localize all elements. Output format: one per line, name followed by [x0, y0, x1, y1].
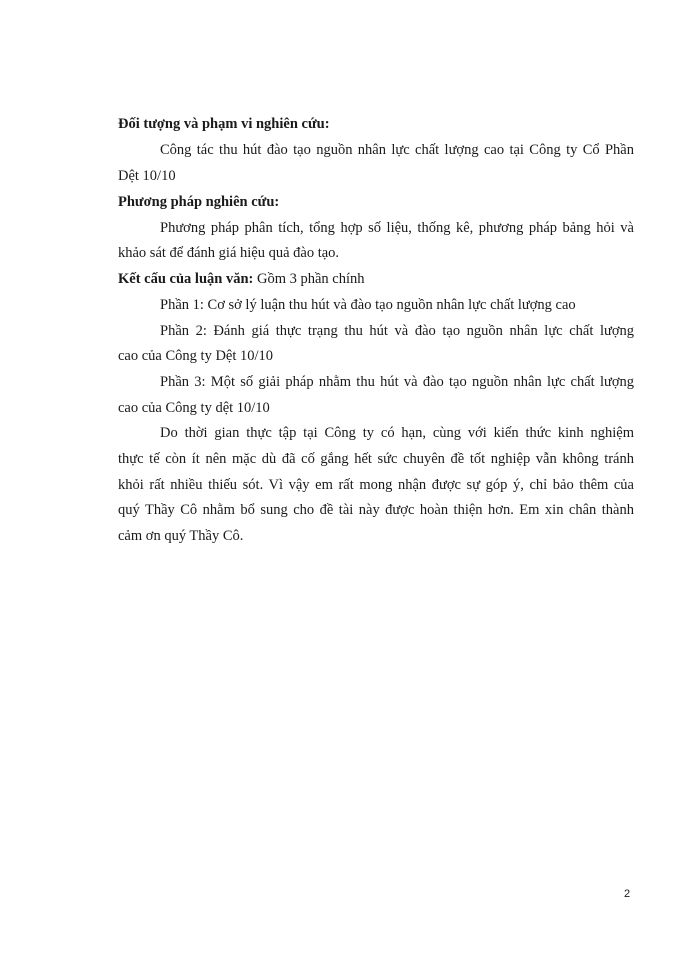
section-methods-line-1: Phương pháp phân tích, tổng hợp số liệu, thống kê, phương pháp bảng hỏi và: [160, 220, 634, 236]
closing-line-4: quý Thầy Cô nhằm bổ sung cho đề tài này được hoàn thiện hơn. Em xin chân thành: [118, 502, 634, 518]
section-methods-line-2: khảo sát để đánh giá hiệu quả đào tạo.: [118, 245, 340, 261]
page-number: 2: [624, 888, 631, 900]
section-structure-suffix: Gồm 3 phần chính: [256, 271, 365, 287]
structure-part-2-line-2: cao của Công ty Dệt 10/10: [118, 348, 274, 364]
structure-part-3-line-2: cao của Công ty dệt 10/10: [118, 400, 270, 416]
section-heading-methods: Phương pháp nghiên cứu:: [118, 194, 280, 210]
structure-part-1: Phần 1: Cơ sở lý luận thu hút và đào tạo nguồn nhân lực chất lượng cao: [160, 297, 576, 313]
section-scope-line-1: Công tác thu hút đào tạo nguồn nhân lực chất lượng cao tại Công ty Cổ Phần: [160, 142, 634, 158]
structure-part-2-line-1: Phần 2: Đánh giá thực trạng thu hút và đào tạo nguồn nhân lực chất lượng: [160, 323, 634, 339]
closing-line-2: thực tế còn ít nên mặc dù đã cố gắng hết sức chuyên đề tốt nghiệp vẫn không tránh: [118, 451, 634, 467]
structure-part-3-line-1: Phần 3: Một số giải pháp nhằm thu hút và đào tạo nguồn nhân lực chất lượng: [160, 374, 634, 390]
closing-line-3: khỏi rất nhiều thiếu sót. Vì vậy em rất mong nhận được sự góp ý, chỉ bảo thêm của: [118, 477, 634, 493]
section-heading-structure: Kết cấu của luận văn:: [118, 271, 254, 287]
section-heading-scope: Đối tượng và phạm vi nghiên cứu:: [118, 116, 330, 132]
closing-line-1: Do thời gian thực tập tại Công ty có hạn, cùng với kiến thức kinh nghiệm: [160, 425, 634, 441]
closing-line-5: cảm ơn quý Thầy Cô.: [118, 528, 244, 544]
section-structure-heading-line: [118, 270, 365, 288]
section-scope-line-2: Dệt 10/10: [118, 168, 176, 184]
